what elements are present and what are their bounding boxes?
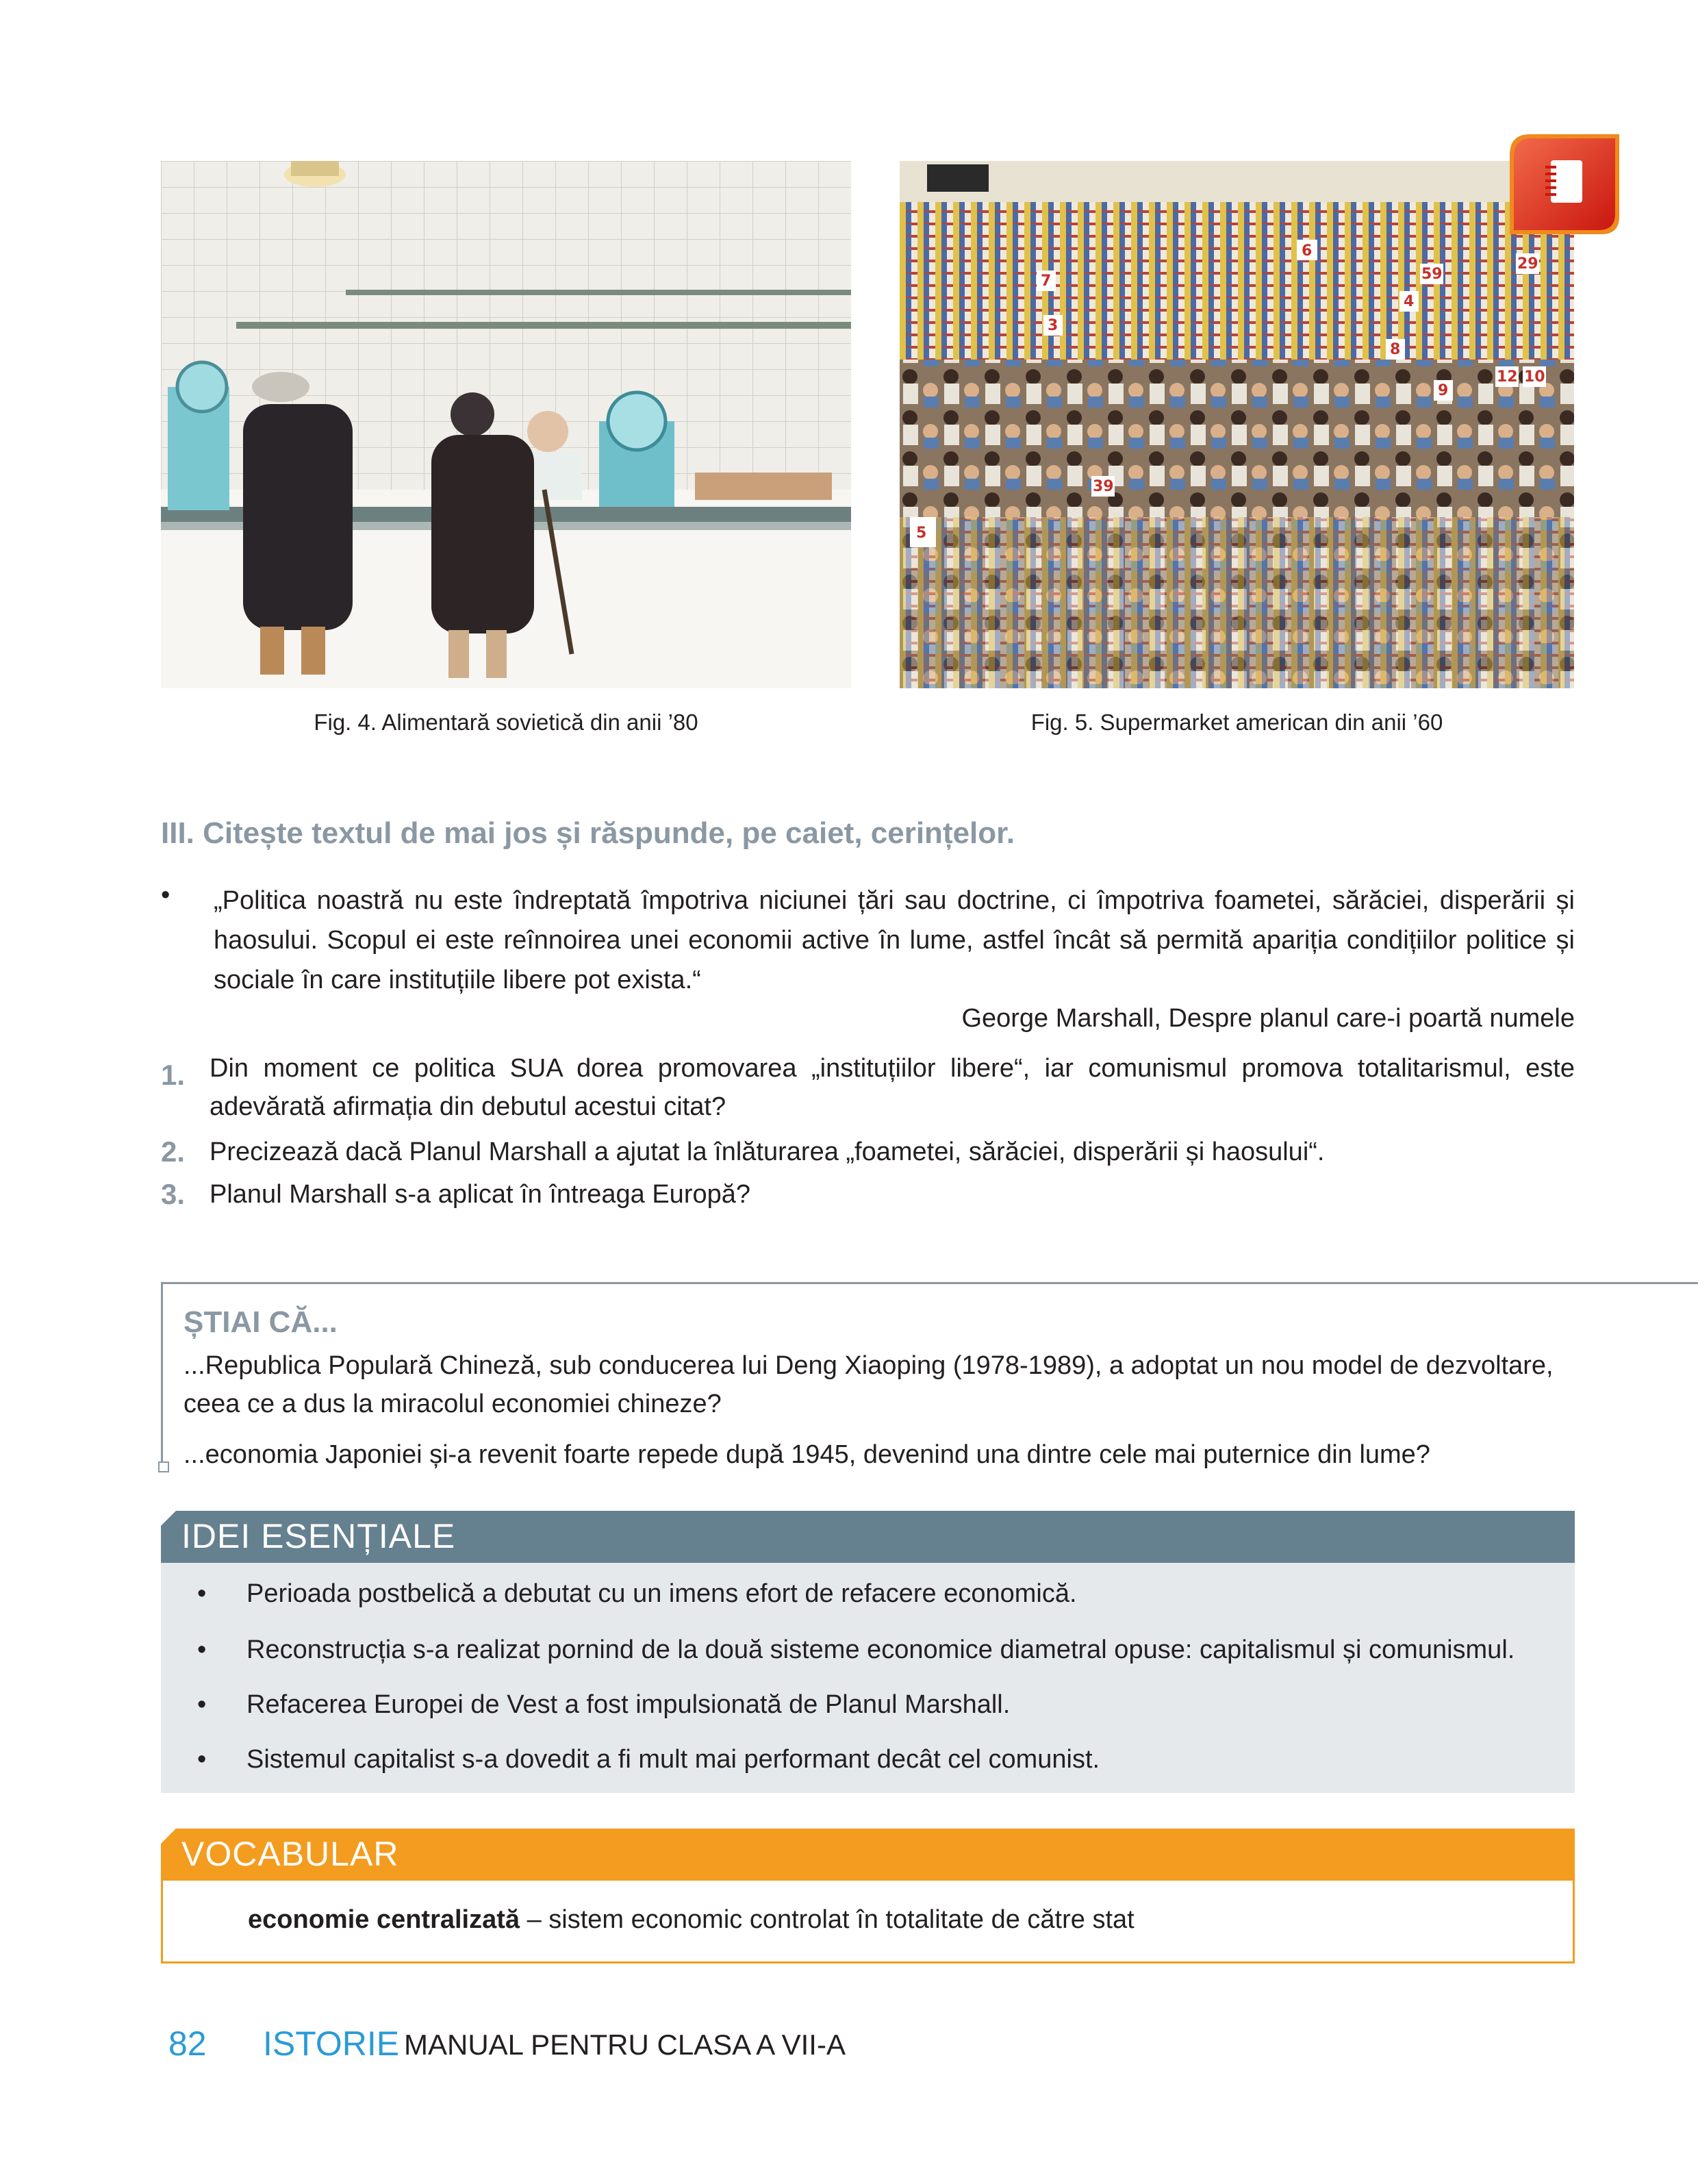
quote-block	[161, 881, 1575, 1000]
aisle-sign: 12	[1497, 368, 1518, 386]
key-ideas-title: IDEI ESENȚIALE	[181, 1517, 456, 1555]
figure-5-caption: Fig. 5. Supermarket american din anii ’60	[1030, 710, 1443, 735]
aisle-sign: 29	[1517, 255, 1538, 273]
bullet: •	[197, 1745, 207, 1774]
photo-american-supermarket-icon	[900, 161, 1574, 688]
figure-5-photo	[900, 161, 1574, 688]
bullet: •	[197, 1579, 207, 1608]
vocabulary-entry	[248, 1905, 1135, 1935]
frame-corner-marker	[158, 1461, 169, 1472]
bullet: •	[197, 1635, 207, 1664]
question-number: 3.	[161, 1178, 186, 1210]
vocabulary-definition: – sistem economic controlat în totalitate de către stat	[520, 1905, 1135, 1934]
aisle-sign: 3	[1048, 317, 1059, 334]
photo-soviet-grocery-icon	[161, 161, 851, 688]
aisle-sign: 7	[1041, 273, 1052, 290]
question-text: Precizează dacă Planul Marshall a ajutat la înlăturarea „foametei, sărăciei, disperării și haosului“.	[210, 1138, 1325, 1166]
aisle-sign: 10	[1524, 368, 1545, 386]
aisle-sign: 39	[1093, 478, 1114, 495]
question-text: Din moment ce politica SUA dorea promovarea „instituțiilor libere“, iar comunismul promova totalitarismul, este adevărată afirmația din debutul acestui citat?	[210, 1054, 1575, 1121]
figure-4-photo	[161, 161, 851, 688]
key-idea-text: Refacerea Europei de Vest a fost impulsionată de Planul Marshall.	[246, 1690, 1011, 1719]
aisle-sign: 4	[1404, 293, 1415, 310]
key-idea-text: Perioada postbelică a debutat cu un imens efort de refacere economică.	[246, 1579, 1077, 1608]
figure-4-caption: Fig. 4. Alimentară sovietică din anii ’80	[314, 710, 698, 735]
page-number: 82	[168, 2024, 207, 2063]
vocabulary-term: economie centralizată	[248, 1905, 520, 1934]
book-subject: ISTORIE	[263, 2024, 400, 2063]
quote-text: „Politica noastră nu este îndreptată împotriva niciunei țări sau doctrine, ci împotriva foametei, sărăciei, disperării și haosului. Scopul ei este reînnoirea unei economii active în lume, astfel încât să permită apariția condițiilor politice și sociale în care instituțiile libere pot exista.“	[214, 886, 1575, 994]
aisle-sign: 9	[1438, 382, 1449, 399]
did-you-know-item: ...economia Japoniei și-a revenit foarte repede după 1945, devenind una dintre cele mai puternice din lume?	[183, 1440, 1430, 1469]
question-number: 1.	[161, 1059, 186, 1091]
aisle-sign: 6	[1302, 242, 1313, 260]
vocabulary-title: VOCABULAR	[181, 1835, 399, 1873]
notebook-icon	[1510, 134, 1619, 234]
key-idea-text: Reconstrucția s-a realizat pornind de la două sisteme economice diametral opuse: capitalismul și comunismul.	[246, 1635, 1515, 1664]
question-number: 2.	[161, 1135, 186, 1168]
book-subtitle: MANUAL PENTRU CLASA A VII-A	[404, 2029, 846, 2061]
exercise-title: III. Citește textul de mai jos și răspunde, pe caiet, cerințelor.	[161, 816, 1015, 850]
did-you-know-title: ȘTIAI CĂ...	[183, 1305, 338, 1339]
aisle-sign: 5	[916, 525, 927, 542]
bullet: •	[197, 1690, 207, 1719]
aisle-sign: 8	[1390, 341, 1401, 358]
key-idea-text: Sistemul capitalist s-a dovedit a fi mult mai performant decât cel comunist.	[246, 1745, 1100, 1774]
bullet: •	[161, 881, 170, 909]
quote-source: George Marshall, Despre planul care-i poartă numele	[961, 1004, 1575, 1033]
aisle-sign: 59	[1421, 266, 1443, 283]
question-text: Planul Marshall s-a aplicat în întreaga Europă?	[210, 1180, 751, 1209]
did-you-know-item: ...Republica Populară Chineză, sub conducerea lui Deng Xiaoping (1978-1989), a adoptat un nou model de dezvoltare, ceea ce a dus la miracolul economiei chineze?	[183, 1351, 1554, 1418]
